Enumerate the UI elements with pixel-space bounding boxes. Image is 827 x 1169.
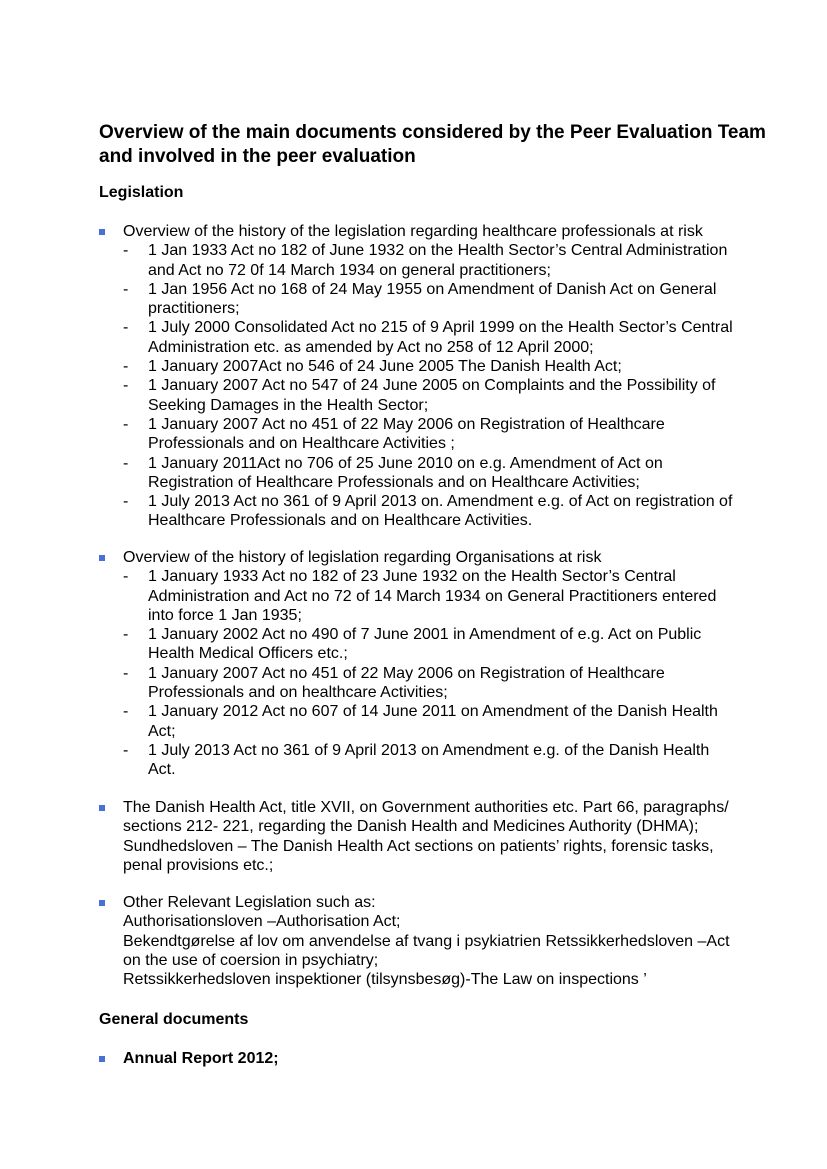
list-item — [99, 454, 739, 493]
square-bullet-icon — [99, 229, 105, 235]
bullet-other-legislation — [99, 893, 739, 989]
dash-icon: - — [123, 280, 129, 298]
list-item — [99, 492, 739, 531]
list-item — [99, 664, 739, 703]
square-bullet-icon — [99, 805, 105, 811]
list-item — [99, 415, 739, 454]
dash-icon: - — [123, 377, 129, 395]
square-bullet-icon — [99, 555, 105, 561]
bullet-text: Overview of the history of the legislation regarding healthcare professionals at risk — [123, 223, 703, 240]
dash-icon: - — [123, 454, 129, 472]
sub-list — [99, 241, 739, 530]
dash-icon: - — [123, 626, 129, 644]
dash-icon: - — [123, 568, 129, 586]
bullet-text: Annual Report 2012; — [123, 1050, 279, 1067]
bullet-paragraph: Authorisationsloven –Authorisation Act; — [123, 913, 401, 931]
list-item-text: 1 January 2002 Act no 490 of 7 June 2001 in Amendment of e.g. Act on Public Health Medical Officers etc.; — [148, 626, 702, 663]
dash-icon: - — [123, 358, 129, 376]
bullet-item — [99, 893, 739, 989]
bullet-item — [99, 798, 739, 875]
list-item — [99, 741, 739, 780]
list-item-text: 1 Jan 1956 Act no 168 of 24 May 1955 on Amendment of Danish Act on General practitioners; — [148, 280, 717, 318]
bullet-item — [99, 548, 739, 567]
list-item-text: 1 January 2007 Act no 451 of 22 May 2006 on Registration of Healthcare Professionals and on healthcare Activities; — [148, 664, 665, 702]
bullet-paragraph: Retssikkerhedsloven inspektioner (tilsynsbesøg)-The Law on inspections ’ — [123, 971, 647, 989]
dash-icon: - — [123, 493, 129, 511]
list-item — [99, 376, 739, 415]
list-item-text: 1 January 2011Act no 706 of 25 June 2010 on e.g. Amendment of Act on Registration of Healthcare Professionals and on Healthcare Activities; — [148, 454, 663, 491]
list-item-text: 1 January 2012 Act no 607 of 14 June 2011 on Amendment of the Danish Health Act; — [148, 703, 718, 740]
bullet-paragraph: Sundhedsloven – The Danish Health Act sections on patients’ rights, forensic tasks, penal provisions etc.; — [123, 837, 714, 874]
dash-icon: - — [123, 319, 129, 337]
list-item-text: 1 Jan 1933 Act no 182 of June 1932 on the Health Sector’s Central Administration and Act no 72 0f 14 March 1934 on general practitioners; — [148, 242, 728, 279]
dash-icon: - — [123, 741, 129, 759]
list-item — [99, 357, 739, 376]
list-item — [99, 567, 739, 625]
bullet-annual-report — [99, 1049, 739, 1068]
list-item — [99, 625, 739, 664]
dash-icon: - — [123, 242, 129, 260]
bullet-item — [99, 222, 739, 241]
list-item-text: 1 July 2000 Consolidated Act no 215 of 9 April 1999 on the Health Sector’s Central Administration etc. as amended by Act no 258 of 12 April 2000; — [148, 319, 733, 356]
bullet-organisations — [99, 548, 739, 780]
bullet-healthcare-professionals — [99, 222, 739, 531]
list-item-text: 1 July 2013 Act no 361 of 9 April 2013 on Amendment e.g. of the Danish Health Act. — [148, 741, 710, 779]
list-item-text: 1 January 2007 Act no 451 of 22 May 2006 on Registration of Healthcare Professionals and on Healthcare Activities ; — [148, 415, 665, 453]
bullet-paragraph: Other Relevant Legislation such as: — [123, 894, 376, 911]
list-item — [99, 702, 739, 741]
list-item-text: 1 January 2007Act no 546 of 24 June 2005 The Danish Health Act; — [148, 358, 622, 376]
list-item — [99, 280, 739, 319]
bullet-paragraph: The Danish Health Act, title XVII, on Government authorities etc. Part 66, paragraphs/ sections 212- 221, regarding the Danish Health and Medicines Authority (DHMA); — [123, 799, 729, 836]
list-item — [99, 241, 739, 280]
list-item — [99, 318, 739, 357]
bullet-item — [99, 1049, 739, 1068]
bullet-danish-health-act — [99, 798, 739, 875]
square-bullet-icon — [99, 900, 105, 906]
dash-icon: - — [123, 415, 129, 433]
page-title: Overview of the main documents considered by the Peer Evaluation Team and involved in the peer evaluation — [99, 122, 766, 167]
section-heading-general-documents: General documents — [99, 1011, 249, 1028]
section-heading-legislation: Legislation — [99, 184, 184, 201]
dash-icon: - — [123, 703, 129, 721]
list-item-text: 1 January 2007 Act no 547 of 24 June 2005 on Complaints and the Possibility of Seeking Damages in the Health Sector; — [148, 377, 716, 414]
square-bullet-icon — [99, 1056, 105, 1062]
sub-list — [99, 567, 739, 779]
bullet-paragraph: Bekendtgørelse af lov om anvendelse af tvang i psykiatrien Retssikkerhedsloven –Act on the use of coersion in psychiatry; — [123, 932, 730, 969]
list-item-text: 1 January 1933 Act no 182 of 23 June 1932 on the Health Sector’s Central Administration and Act no 72 of 14 March 1934 on General Practitioners entered into force 1 Jan 1935; — [148, 568, 717, 624]
list-item-text: 1 July 2013 Act no 361 of 9 April 2013 on. Amendment e.g. of Act on registration of Healthcare Professionals and on Healthcare Activities. — [148, 493, 733, 530]
bullet-text: Overview of the history of legislation regarding Organisations at risk — [123, 549, 602, 566]
dash-icon: - — [123, 664, 129, 682]
